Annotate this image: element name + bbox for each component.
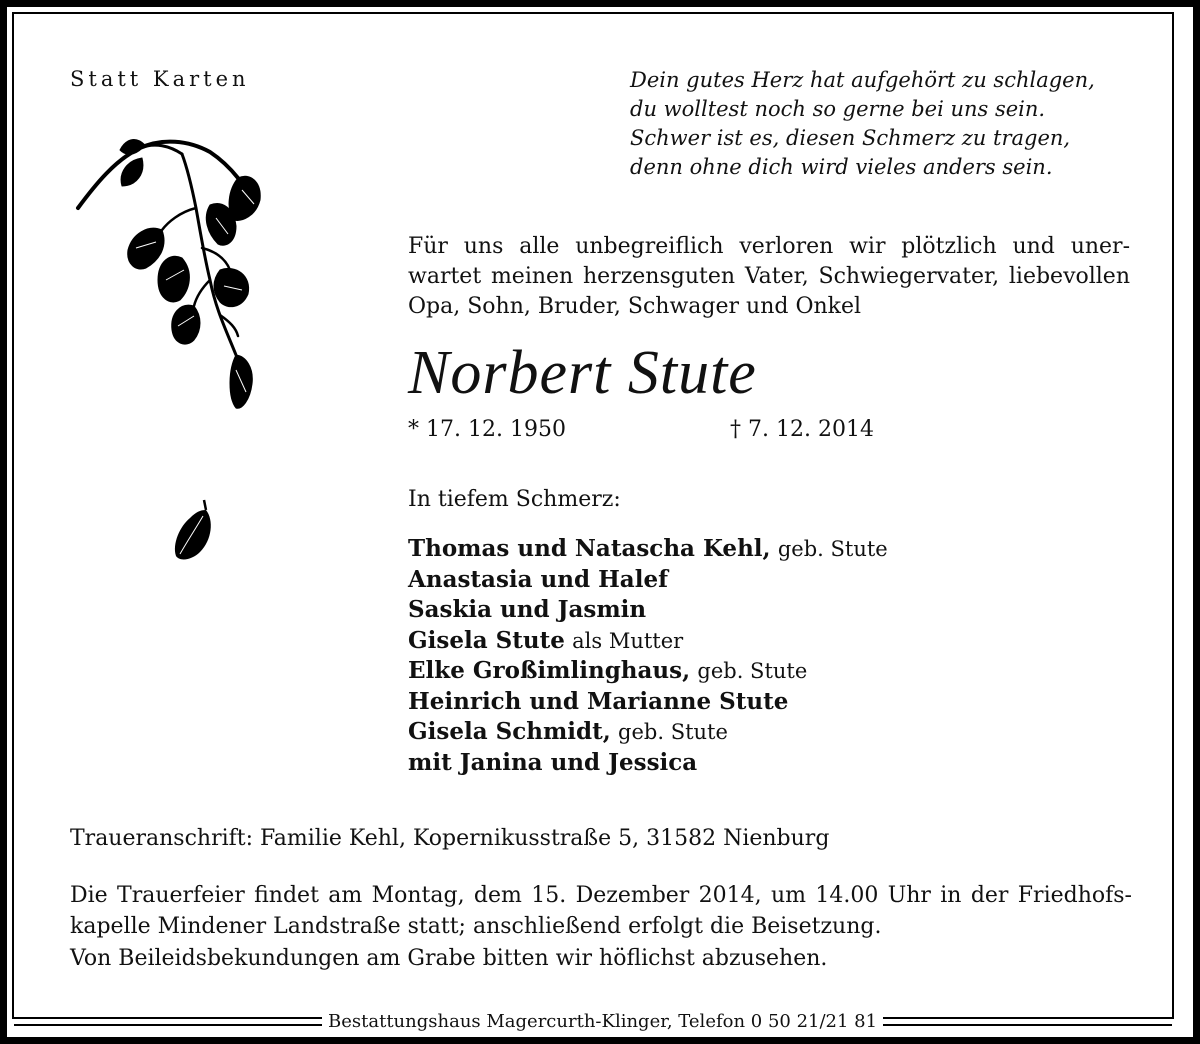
- mourner-row: [408, 595, 888, 626]
- mourner-note: als Mutter: [572, 628, 684, 653]
- mourner-note: geb. Stute: [618, 720, 728, 744]
- mourner-note: geb. Stute: [777, 537, 888, 561]
- mourner-name: Gisela Schmidt,: [408, 718, 611, 745]
- intro-line: Opa, Sohn, Bruder, Schwager und Onkel: [408, 294, 862, 319]
- leafy-branch-icon: [70, 130, 270, 420]
- funeral-service-info: [70, 880, 1132, 942]
- mourner-row: [408, 626, 888, 657]
- mourner-row: [408, 534, 888, 565]
- poem-line: du wolltest noch so gerne bei uns sein.: [630, 97, 1046, 121]
- intro-line: wartet meinen herzensguten Vater, Schwiegervater, liebevollen: [408, 264, 1130, 289]
- deceased-name: Norbert Stute: [408, 339, 757, 407]
- mourner-row: [408, 748, 888, 779]
- mourner-row: [408, 717, 888, 748]
- funeral-home-footer: Bestattungshaus Magercurth-Klinger, Telefon 0 50 21/21 81: [322, 1011, 883, 1032]
- service-line: Die Trauerfeier findet am Montag, dem 15. Dezember 2014, um 14.00 Uhr in der Friedhofs-: [70, 883, 1132, 908]
- mourners-list: [408, 534, 888, 778]
- mourner-name: Elke Großimlinghaus,: [408, 657, 691, 684]
- mourner-name: Gisela Stute: [408, 626, 565, 654]
- birth-date: * 17. 12. 1950: [408, 417, 566, 442]
- intro-line: Für uns alle unbegreiflich verloren wir plötzlich und uner-: [408, 234, 1130, 259]
- mourner-name: Heinrich und Marianne Stute: [408, 687, 789, 715]
- mourner-row: [408, 687, 888, 718]
- mourner-name: Anastasia und Halef: [408, 565, 668, 593]
- mourner-name: Thomas und Natascha Kehl,: [408, 535, 771, 562]
- poem-line: denn ohne dich wird vieles anders sein.: [630, 155, 1053, 179]
- mourner-name: mit Janina und Jessica: [408, 748, 698, 776]
- mourner-note: geb. Stute: [697, 659, 808, 683]
- statt-karten-label: Statt Karten: [70, 67, 250, 91]
- service-line: kapelle Mindener Landstraße statt; anschließend erfolgt die Beisetzung.: [70, 914, 882, 939]
- poem-line: Schwer ist es, diesen Schmerz zu tragen,: [630, 126, 1071, 150]
- intro-text: [408, 232, 1130, 322]
- condolence-note: Von Beileidsbekundungen am Grabe bitten wir höflichst abzusehen.: [70, 946, 828, 971]
- mourner-row: [408, 656, 888, 687]
- poem-line: Dein gutes Herz hat aufgehört zu schlagen,: [630, 68, 1095, 92]
- mourner-row: [408, 565, 888, 596]
- death-date: † 7. 12. 2014: [730, 417, 874, 442]
- poem: [630, 66, 1095, 182]
- mourners-heading: In tiefem Schmerz:: [408, 487, 621, 512]
- mourner-name: Saskia und Jasmin: [408, 596, 647, 623]
- mourning-address: Traueranschrift: Familie Kehl, Kopernikusstraße 5, 31582 Nienburg: [70, 826, 830, 851]
- falling-leaf-icon: [170, 496, 216, 566]
